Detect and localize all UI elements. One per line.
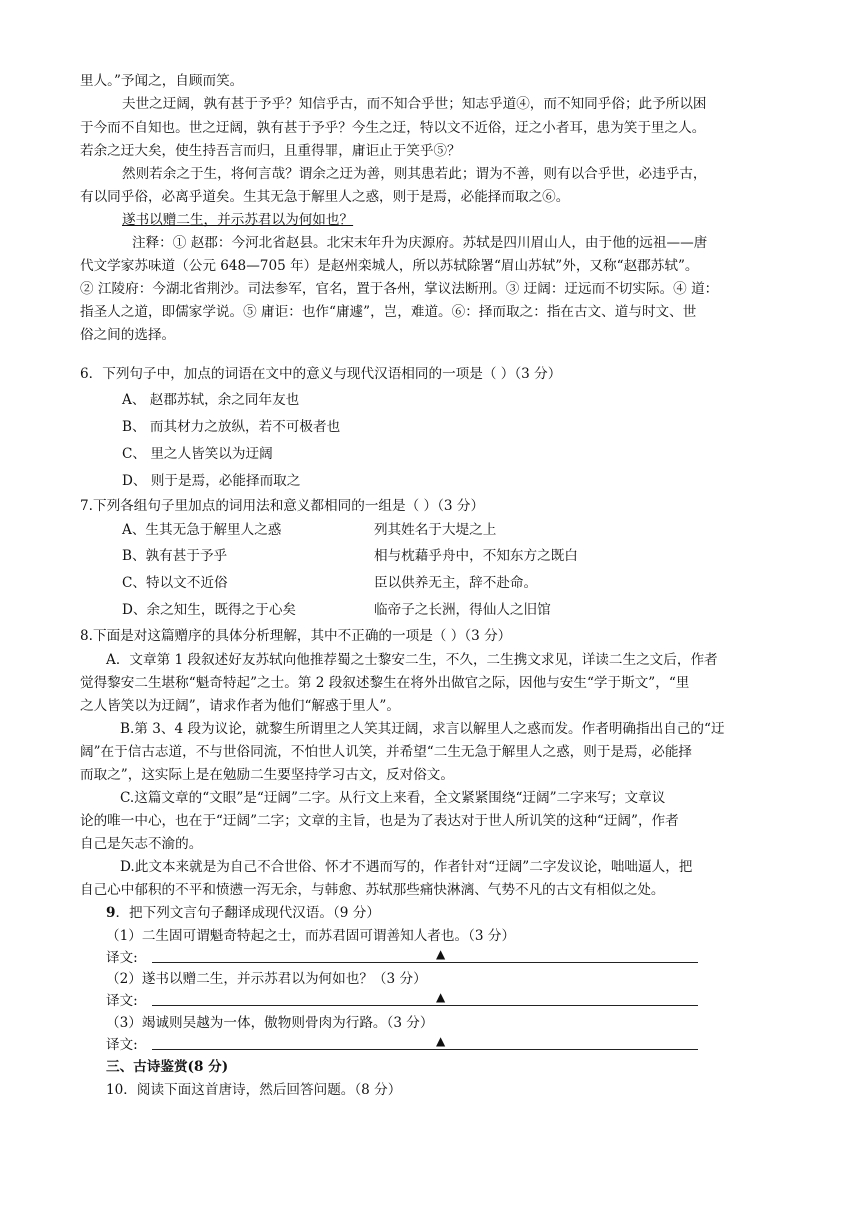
q8-option-a-line3: 之人皆笑以为迂阔”，请求作者为他们“解惑于里人”。 (80, 698, 400, 714)
q9-stem (106, 903, 380, 923)
q8-stem: 8.下面是对这篇赠序的具体分析理解，其中不正确的一项是（ ）（3 分） (80, 628, 512, 644)
q8-option-c-line2: 论的唯一中心，也在于“迂阔”二字；文章的主旨，也是为了表达对于世人所讥笑的这种“迂阔”，作者 (80, 813, 679, 829)
note-line-2: 代文学家苏味道（公元 648—705 年）是赵州栾城人，所以苏轼除署“眉山苏轼”外，又称“赵郡苏轼”。 (80, 258, 699, 274)
q9-answer-line-3[interactable] (152, 1049, 698, 1050)
q7-stem: 7.下列各组句子里加点的词用法和意义都相同的一组是（ ）（3 分） (80, 498, 485, 514)
q9-stem-text: ．把下列文言句子翻译成现代汉语。（9 分） (115, 905, 380, 921)
passage-para2-line1: 夫世之迂阔，孰有甚于予乎？知信乎古，而不知合乎世；知志乎道④，而不知同乎俗；此予所以困 (122, 96, 707, 112)
q8-option-a-line1: A．文章第 1 段叙述好友苏轼向他推荐蜀之士黎安二生，不久，二生携文求见，详读二生之文后，作者 (106, 652, 718, 668)
q7-row-c-right: 臣以供养无主，辞不赴命。 (374, 575, 538, 591)
q6-option-d: D、 则于是焉，必能择而取之 (122, 473, 301, 489)
q7-row-d-right: 临帝子之长洲，得仙人之旧馆 (374, 602, 551, 618)
q7-row-d-left: D、余之知生，既得之于心矣 (122, 602, 297, 618)
q9-item-3: （3）竭诚则吴越为一体，傲物则骨肉为行路。（3 分） (106, 1015, 434, 1031)
q7-row-b-right: 相与枕藉乎舟中，不知东方之既白 (374, 548, 578, 564)
q8-option-c-line3: 自己是矢志不渝的。 (80, 836, 203, 852)
q8-option-b-line2: 阔”在于信古志道，不与世俗同流，不怕世人讥笑，并希望“二生无急于解里人之惑，则于是焉，必能择 (80, 744, 693, 760)
triangle-marker-icon: ▲ (436, 1034, 446, 1048)
q8-option-c-line1: C.这篇文章的“文眼”是“迂阔”二字。从行文上来看，全文紧紧围绕“迂阔”二字来写；文章议 (120, 790, 666, 806)
q9-answer-label-3: 译文: (106, 1037, 138, 1053)
note-line-4: 指圣人之道，即儒家学说。⑤ 庸讵：也作“庸遽”，岂，难道。⑥：择而取之：指在古文、道与时文、世 (80, 304, 697, 320)
passage-line: 里人。”予闻之，自顾而笑。 (80, 73, 244, 89)
q9-answer-line-1[interactable] (152, 962, 698, 963)
q7-row-b-left: B、孰有甚于予乎 (122, 548, 228, 564)
passage-para3-line1: 然则若余之于生，将何言哉？谓余之迂为善，则其患若此；谓为不善，则有以合乎世，必违乎古， (122, 166, 707, 182)
passage-para2-line2: 于今而不自知也。世之迂阔，孰有甚于予乎？今生之迂，特以文不近俗，迂之小者耳，患为笑于里之人。 (80, 120, 706, 136)
q8-option-d-line1: D.此文本来就是为自己不合世俗、怀才不遇而写的，作者针对“迂阔”二字发议论，咄咄逼人，把 (120, 859, 693, 875)
q10-stem: 10．阅读下面这首唐诗，然后回答问题。（8 分） (106, 1082, 402, 1098)
q9-answer-line-2[interactable] (152, 1005, 698, 1006)
q9-number: 9 (106, 905, 116, 921)
triangle-marker-icon: ▲ (436, 947, 446, 961)
triangle-marker-icon: ▲ (436, 990, 446, 1004)
q9-item-1: （1）二生固可谓魁奇特起之士，而苏君固可谓善知人者也。（3 分） (106, 928, 516, 944)
q8-option-d-line2: 自己心中郁积的不平和愤懑一泻无余，与韩愈、苏轼那些痛快淋漓、气势不凡的古文有相似之处。 (80, 882, 665, 898)
q6-option-b: B、 而其材力之放纵，若不可极者也 (122, 419, 341, 435)
note-line-5: 俗之间的选择。 (80, 327, 176, 343)
q7-row-c-left: C、特以文不近俗 (122, 575, 228, 591)
q8-option-b-line1: B.第 3、4 段为议论，就黎生所谓里之人笑其迂阔，求言以解里人之惑而发。作者明确指出自己的“迂 (120, 721, 725, 737)
q7-row-a-left: A、生其无急于解里人之惑 (122, 522, 282, 538)
passage-para2-line3: 若余之迂大矣，使生持吾言而归，且重得罪，庸讵止于笑乎⑤？ (80, 143, 461, 159)
q6-option-a: A、 赵郡苏轼，余之同年友也 (122, 392, 300, 408)
q6-option-c: C、 里之人皆笑以为迂阔 (122, 446, 273, 462)
q8-option-a-line2: 觉得黎安二生堪称“魁奇特起”之士。第 2 段叙述黎生在将外出做官之际，因他与安生“学于斯文”，“里 (80, 675, 690, 691)
note-line-3: ② 江陵府：今湖北省荆沙。司法参军，官名，置于各州，掌议法断刑。③ 迂阔：迂远而不切实际。④ 道： (80, 281, 719, 297)
section-heading: 三、古诗鉴赏(8 分) (106, 1059, 229, 1075)
q6-stem: 6．下列句子中，加点的词语在文中的意义与现代汉语相同的一项是（ ）（3 分） (80, 366, 562, 382)
note-line-1: 注释：① 赵郡：今河北省赵县。北宋末年升为庆源府。苏轼是四川眉山人，由于他的远祖——唐 (132, 235, 708, 251)
q9-item-2: （2）遂书以赠二生，并示苏君以为何如也？（3 分） (106, 971, 427, 987)
q9-answer-label-2: 译文: (106, 993, 138, 1009)
q7-row-a-right: 列其姓名于大堤之上 (374, 522, 497, 538)
passage-para4-underlined: 遂书以赠二生，并示苏君以为何如也？ (122, 212, 354, 228)
q9-answer-label-1: 译文: (106, 950, 138, 966)
passage-para3-line2: 有以同乎俗，必离乎道矣。生其无急于解里人之惑，则于是焉，必能择而取之⑥。 (80, 189, 570, 205)
q8-option-b-line3: 而取之”，这实际上是在勉励二生要坚持学习古文，反对俗文。 (80, 767, 454, 783)
